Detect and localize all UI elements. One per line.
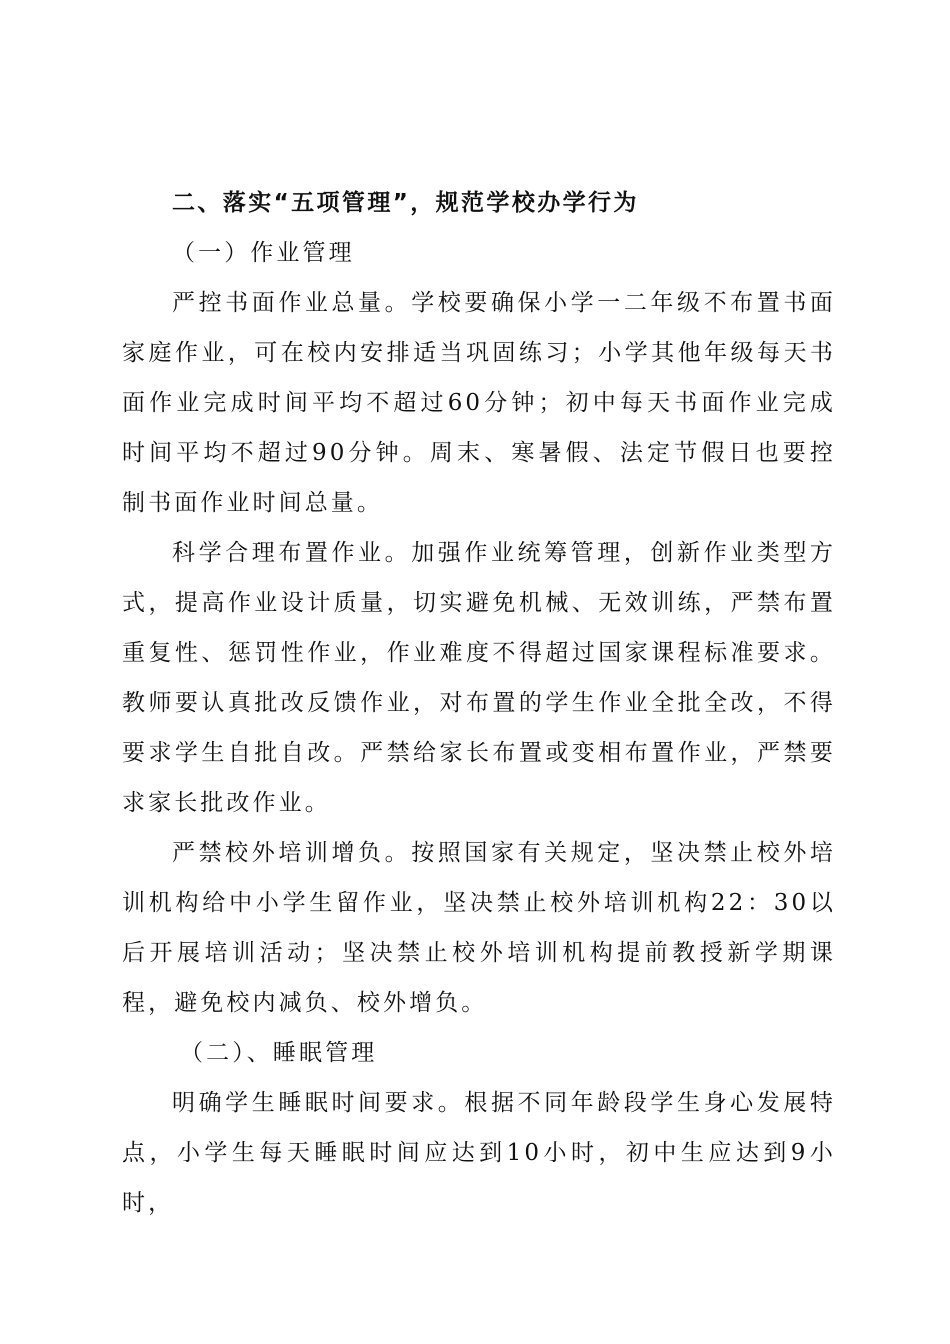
paragraph-homework-volume: 严控书面作业总量。学校要确保小学一二年级不布置书面家庭作业，可在校内安排适当巩固练习；小学其他年级每天书面作业完成时间平均不超过60分钟；初中每天书面作业完成时间平均不超过90分钟。周末、寒暑假、法定节假日也要控制书面作业时间总量。: [122, 290, 836, 516]
paragraph-sleep-requirement: 明确学生睡眠时间要求。根据不同年龄段学生身心发展特点，小学生每天睡眠时间应达到10小时，初中生应达到9小时，: [122, 1090, 836, 1216]
section-heading: 二、落实“五项管理”，规范学校办学行为: [172, 190, 639, 216]
subsection-title-sleep: （二）、睡眠管理: [180, 1040, 378, 1066]
document-body: [122, 178, 836, 1228]
paragraph-homework-assignment: 科学合理布置作业。加强作业统筹管理，创新作业类型方式，提高作业设计质量，切实避免机械、无效训练，严禁布置重复性、惩罚性作业，作业难度不得超过国家课程标准要求。教师要认真批改反馈作业，对布置的学生作业全批全改，不得要求学生自批自改。严禁给家长布置或变相布置作业，严禁要求家长批改作业。: [122, 540, 836, 816]
paragraph-offcampus-training: 严禁校外培训增负。按照国家有关规定，坚决禁止校外培训机构给中小学生留作业，坚决禁止校外培训机构22：30以后开展培训活动；坚决禁止校外培训机构提前教授新学期课程，避免校内减负、校外增负。: [122, 840, 836, 1016]
subsection-title-homework: （一）作业管理: [172, 240, 355, 266]
